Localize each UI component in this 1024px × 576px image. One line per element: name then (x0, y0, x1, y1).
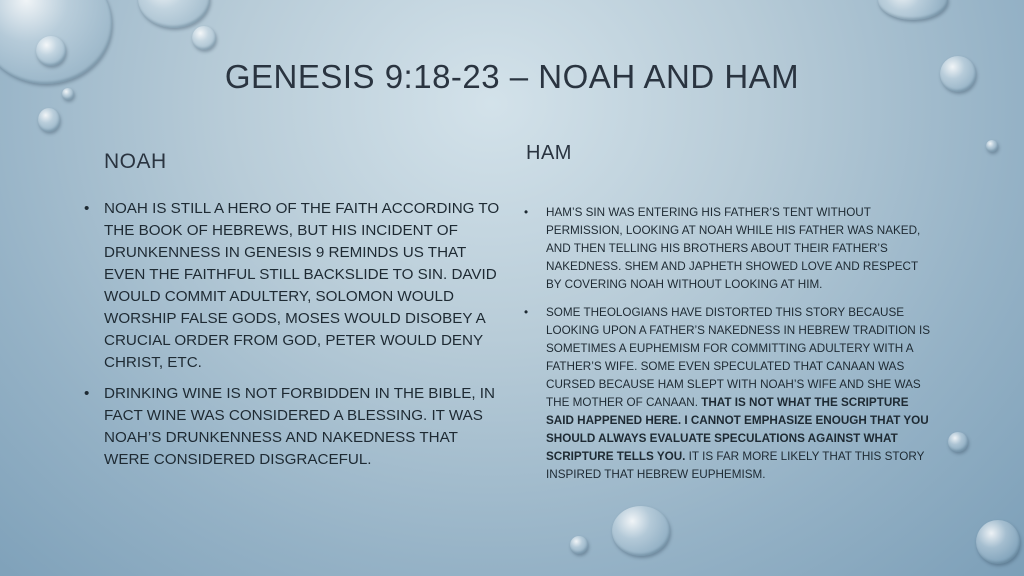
bullet-icon: • (84, 385, 90, 402)
ham-column-heading: HAM (526, 142, 572, 164)
ham-bullet-list (524, 204, 936, 494)
water-drop-decoration (878, 0, 948, 20)
noah-column-heading: NOAH (104, 150, 167, 173)
list-item (524, 304, 936, 484)
list-item (84, 198, 504, 374)
bullet-text: IT IS FAR MORE LIKELY THAT THIS STORY INSPIRED THAT HEBREW EUPHEMISM. (546, 450, 925, 481)
bullet-emphasis-text: THAT IS NOT WHAT THE SCRIPTURE SAID HAPPENED HERE. I CANNOT EMPHASIZE ENOUGH THAT YOU SHOULD ALWAYS EVALUATE SPECULATIONS AGAINST WHAT SCRIPTURE TELLS YOU. (546, 396, 929, 463)
bullet-text: DRINKING WINE IS NOT FORBIDDEN IN THE BIBLE, IN FACT WINE WAS CONSIDERED A BLESSING. IT WAS NOAH’S DRUNKENNESS AND NAKEDNESS THAT WERE CONSIDERED DISGRACEFUL. (104, 385, 495, 468)
list-item (524, 204, 936, 294)
water-drop-decoration (976, 520, 1020, 564)
water-drop-decoration (612, 506, 670, 556)
water-drop-decoration (570, 536, 588, 554)
bullet-text: SOME THEOLOGIANS HAVE DISTORTED THIS STORY BECAUSE LOOKING UPON A FATHER’S NAKEDNESS IN HEBREW TRADITION IS SOMETIMES A EUPHEMISM FOR COMMITTING ADULTERY WITH A FATHER’S WIFE. SOME EVEN SPECULATED THAT CANAAN WAS CURSED BECAUSE HAM SLEPT WITH NOAH’S WIFE AND SHE WAS THE MOTHER OF CANAAN. (546, 306, 931, 409)
bullet-icon: • (524, 306, 529, 319)
slide-title: GENESIS 9:18-23 – NOAH AND HAM (224, 58, 800, 95)
bullet-text: HAM’S SIN WAS ENTERING HIS FATHER’S TENT WITHOUT PERMISSION, LOOKING AT NOAH WHILE HIS FATHER WAS NAKED, AND THEN TELLING HIS BROTHERS ABOUT THEIR FATHER’S NAKEDNESS. SHEM AND JAPHETH SHOWED LOVE AND RESPECT BY COVERING NOAH WITHOUT LOOKING AT HIM. (546, 206, 921, 291)
bullet-icon: • (524, 206, 529, 219)
water-drop-decoration (986, 140, 998, 152)
bullet-text: NOAH IS STILL A HERO OF THE FAITH ACCORDING TO THE BOOK OF HEBREWS, BUT HIS INCIDENT OF DRUNKENNESS IN GENESIS 9 REMINDS US THAT EVEN THE FAITHFUL STILL BACKSLIDE TO SIN. DAVID WOULD COMMIT ADULTERY, SOLOMON WOULD WORSHIP FALSE GODS, MOSES WOULD DISOBEY A CRUCIAL ORDER FROM GOD, PETER WOULD DENY CHRIST, ETC. (104, 200, 500, 371)
water-drop-decoration (948, 432, 968, 452)
water-drop-decoration (38, 108, 60, 132)
water-drop-decoration (192, 26, 216, 50)
water-drop-decoration (138, 0, 210, 28)
list-item (84, 383, 504, 471)
noah-bullet-list (84, 198, 504, 480)
bullet-icon: • (84, 200, 90, 217)
